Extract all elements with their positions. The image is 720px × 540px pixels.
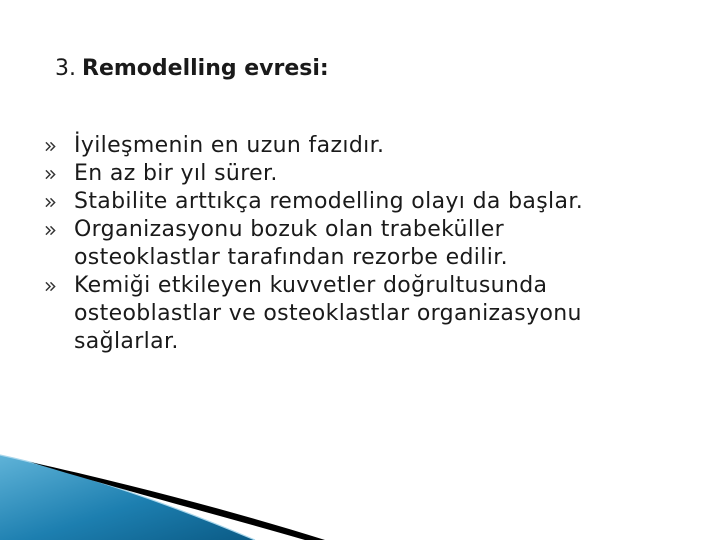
double-chevron-right-icon [44,272,56,300]
bullet-list [44,132,704,356]
bullet-line: En az bir yıl sürer. [74,161,278,186]
bullet-item [44,160,704,188]
bullet-item [44,272,704,356]
double-chevron-right-icon [44,160,56,188]
bullet-line: sağlarlar. [74,329,179,354]
double-chevron-right-icon [44,188,56,216]
swoosh-black [30,462,325,540]
bullet-line: Kemiği etkileyen kuvvetler doğrultusunda [74,273,548,298]
title-text: Remodelling evresi: [82,56,329,81]
bullet-item [44,188,704,216]
bullet-line: osteoblastlar ve osteoklastlar organizasyonu [74,301,582,326]
swoosh-light-line [0,455,255,540]
bullet-item [44,216,704,272]
double-chevron-right-icon [44,216,56,244]
bullet-item [44,132,704,160]
bullet-line: İyileşmenin en uzun fazıdır. [74,133,385,158]
bullet-line: Stabilite arttıkça remodelling olayı da başlar. [74,189,584,214]
bullet-line: osteoklastlar tarafından rezorbe edilir. [74,245,508,270]
swoosh-blue [0,455,255,540]
title-number: 3. [55,56,76,81]
bullet-line: Organizasyonu bozuk olan trabeküller [74,217,505,242]
double-chevron-right-icon [44,132,56,160]
slide-title [55,54,329,84]
